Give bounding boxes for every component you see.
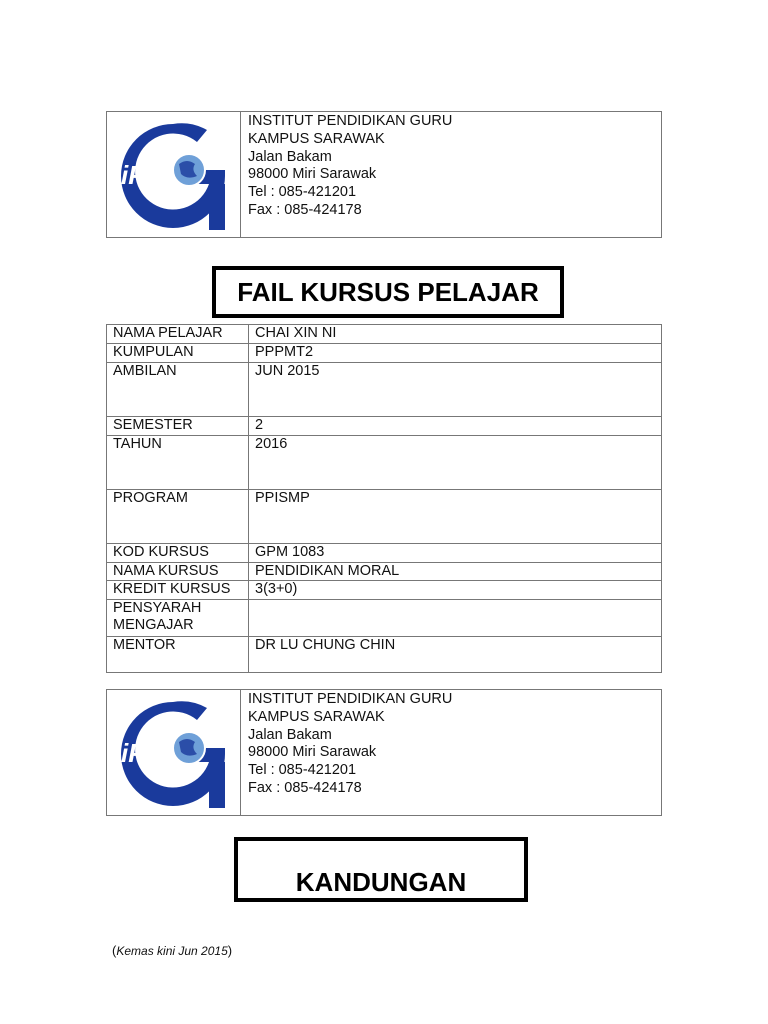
table-row: [107, 599, 662, 636]
table-row: [107, 636, 662, 672]
page-title: FAIL KURSUS PELAJAR: [212, 266, 564, 318]
section-title: [234, 837, 528, 902]
row-value: CHAI XIN NI: [249, 325, 662, 344]
table-row: [107, 581, 662, 600]
note-paren-open: (: [112, 943, 117, 958]
address-line: INSTITUT PENDIDIKAN GURU: [248, 691, 453, 707]
address-line: Fax : 085-424178: [248, 779, 362, 796]
address-line: 98000 Miri Sarawak: [248, 166, 377, 183]
row-value: GPM 1083: [249, 543, 662, 562]
row-label: PENSYARAH MENGAJAR: [107, 599, 249, 636]
table-row: [107, 416, 662, 435]
row-label: PROGRAM: [107, 489, 249, 543]
table-row: [107, 543, 662, 562]
address-line: 98000 Miri Sarawak: [248, 744, 377, 761]
logo-text: iPG: [121, 738, 166, 768]
row-label: KOD KURSUS: [107, 543, 249, 562]
row-value: DR LU CHUNG CHIN: [249, 636, 662, 672]
section-title-text: KANDUNGAN: [295, 867, 467, 897]
row-value: PENDIDIKAN MORAL: [249, 562, 662, 581]
table-row: [107, 344, 662, 363]
row-label: MENTOR: [107, 636, 249, 672]
table-row: [107, 325, 662, 344]
row-value: 2016: [249, 435, 662, 489]
row-label: NAMA KURSUS: [107, 562, 249, 581]
row-value: [249, 599, 662, 636]
row-label: SEMESTER: [107, 416, 249, 435]
address-line: Jalan Bakam: [248, 148, 332, 165]
table-row: [107, 362, 662, 416]
row-value: JUN 2015: [249, 362, 662, 416]
ipg-logo-icon: [117, 120, 229, 232]
row-label: KUMPULAN: [107, 344, 249, 363]
table-row: [107, 489, 662, 543]
row-label: AMBILAN: [107, 362, 249, 416]
address-line: Fax : 085-424178: [248, 201, 362, 218]
address-line: KAMPUS SARAWAK: [248, 130, 385, 147]
table-row: [107, 562, 662, 581]
note-paren-close: ): [227, 943, 233, 958]
student-info-table: [106, 324, 662, 673]
row-value: 3(3+0): [249, 581, 662, 600]
logo-text: iPG: [121, 160, 166, 190]
row-label: KREDIT KURSUS: [107, 581, 249, 600]
address-line: Tel : 085-421201: [248, 762, 357, 779]
row-value: PPISMP: [249, 489, 662, 543]
row-value: PPPMT2: [249, 344, 662, 363]
logo-cell: [107, 690, 241, 815]
address-line: Jalan Bakam: [248, 726, 332, 743]
table-row: [107, 435, 662, 489]
institute-header-2: [106, 689, 662, 816]
row-label: NAMA PELAJAR: [107, 325, 249, 344]
note-text: Kemas kini Jun 2015: [116, 944, 228, 958]
row-label: TAHUN: [107, 435, 249, 489]
address-block: [248, 113, 452, 220]
address-line: Tel : 085-421201: [248, 184, 357, 201]
address-line: KAMPUS SARAWAK: [248, 708, 385, 725]
update-note: [112, 943, 232, 958]
ipg-logo-icon: [117, 698, 229, 810]
institute-header: [106, 111, 662, 238]
logo-cell: [107, 112, 241, 237]
address-block: [248, 691, 452, 798]
address-line: INSTITUT PENDIDIKAN GURU: [248, 113, 453, 129]
row-value: 2: [249, 416, 662, 435]
